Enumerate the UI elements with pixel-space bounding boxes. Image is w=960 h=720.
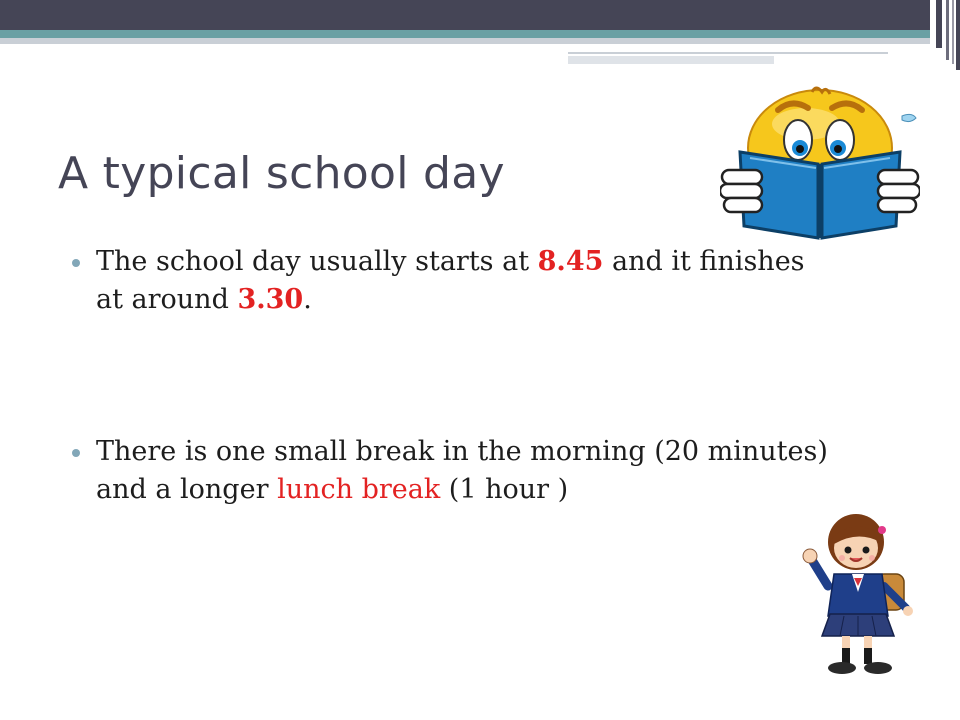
bullet-item-school-hours [72, 243, 832, 319]
header-band-gray [0, 38, 930, 44]
lunch-break-text: lunch break [277, 474, 441, 505]
bullet-text: and it finishes at around [96, 246, 805, 315]
bullet-list [72, 243, 832, 509]
bullet-text: . [303, 284, 312, 315]
header-band-teal [0, 30, 930, 38]
header-stripe [946, 0, 949, 60]
bullet-text: (1 hour ) [440, 474, 569, 505]
bullet-dot-icon [72, 449, 80, 457]
bullet-text: There is one small break in the morning (20 minutes) and a longer [96, 436, 828, 505]
header-stripe [936, 0, 942, 48]
schoolgirl-waving-icon [798, 512, 922, 682]
header-stripe [956, 0, 960, 70]
bullet-item-breaks [72, 433, 832, 509]
header-box [568, 56, 774, 64]
end-time: 3.30 [237, 284, 304, 315]
slide-title: A typical school day [58, 148, 505, 199]
start-time: 8.45 [537, 246, 604, 277]
bullet-dot-icon [72, 259, 80, 267]
header-stripe [952, 0, 954, 64]
smiley-reading-book-icon [720, 86, 920, 244]
header-band-dark [0, 0, 930, 30]
header-rule [568, 52, 888, 54]
bullet-text: The school day usually starts at [96, 246, 538, 277]
